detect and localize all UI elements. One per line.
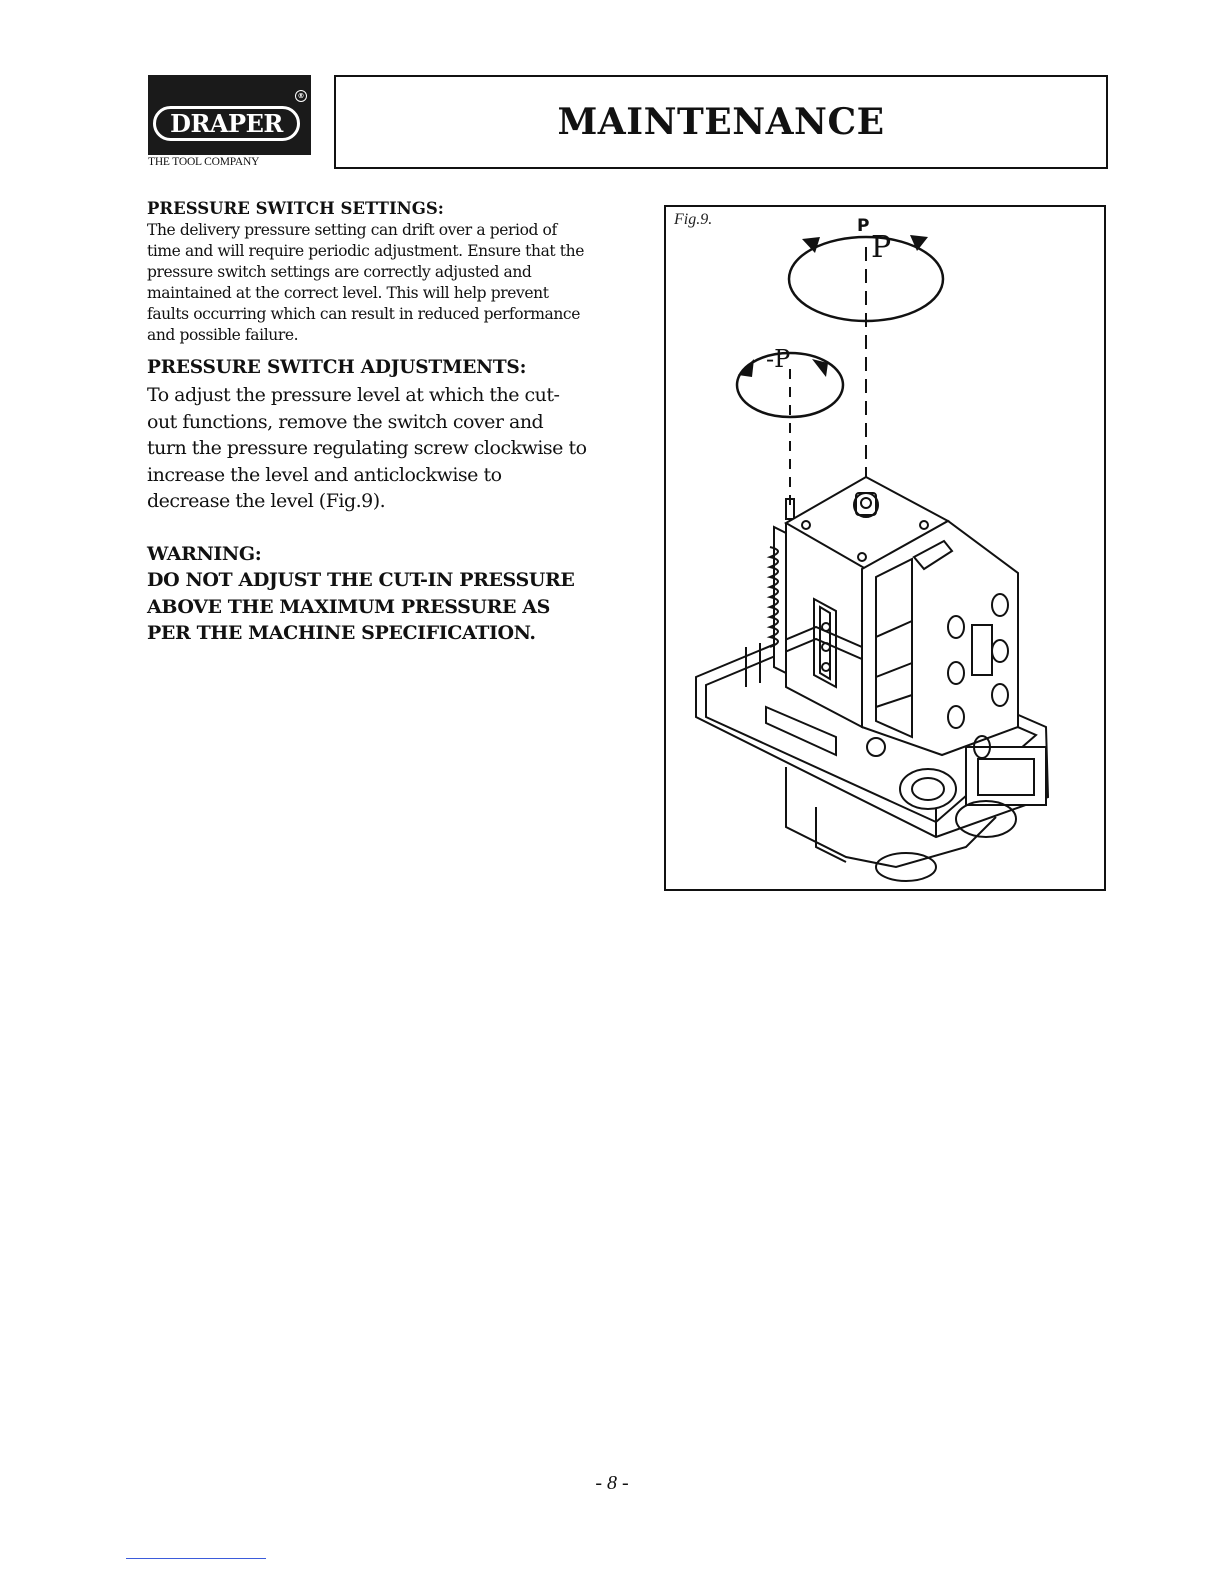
registered-mark: ® [295, 90, 307, 102]
footer-rule [126, 1558, 266, 1559]
left-marker: -P [766, 345, 791, 373]
logo-wordmark: DRAPER [170, 109, 283, 138]
logo-oval [153, 106, 300, 141]
warning-text: DO NOT ADJUST THE CUT-IN PRESSURE ABOVE THE MAXIMUM PRESSURE AS PER THE MACHINE SPECIFICATION. [147, 569, 575, 644]
pressure-switch-illustration [666, 207, 1104, 889]
page-number: - 8 - [595, 1472, 629, 1494]
figure-9 [664, 205, 1106, 891]
figure-label: Fig.9. [674, 211, 713, 228]
pressure-switch-body [696, 477, 1048, 881]
settings-heading: PRESSURE SWITCH SETTINGS: [147, 199, 444, 218]
text-column [147, 198, 587, 647]
settings-paragraph: The delivery pressure setting can drift over a period of time and will require periodic adjustment. Ensure that the pressure switch settings are correctly adjusted and maintained at the correct level. This will help prevent faults occurring which can result in reduced performance and possible failure. [147, 221, 584, 344]
warning-heading: WARNING: [147, 542, 262, 565]
adjustments-paragraph: To adjust the pressure level at which the cut-out functions, remove the switch cover and turn the pressure regulating screw clockwise to increase the level and anticlockwise to decrease the level (Fig.9). [147, 384, 587, 512]
page-title-box [334, 75, 1108, 169]
logo-background [148, 75, 311, 155]
logo-tagline: THE TOOL COMPANY [148, 156, 260, 168]
top-marker-large: P [871, 230, 892, 265]
page-title: MAINTENANCE [557, 101, 885, 143]
top-marker-small: P [857, 216, 870, 236]
draper-logo [148, 75, 311, 171]
adjustments-heading: PRESSURE SWITCH ADJUSTMENTS: [147, 357, 527, 378]
